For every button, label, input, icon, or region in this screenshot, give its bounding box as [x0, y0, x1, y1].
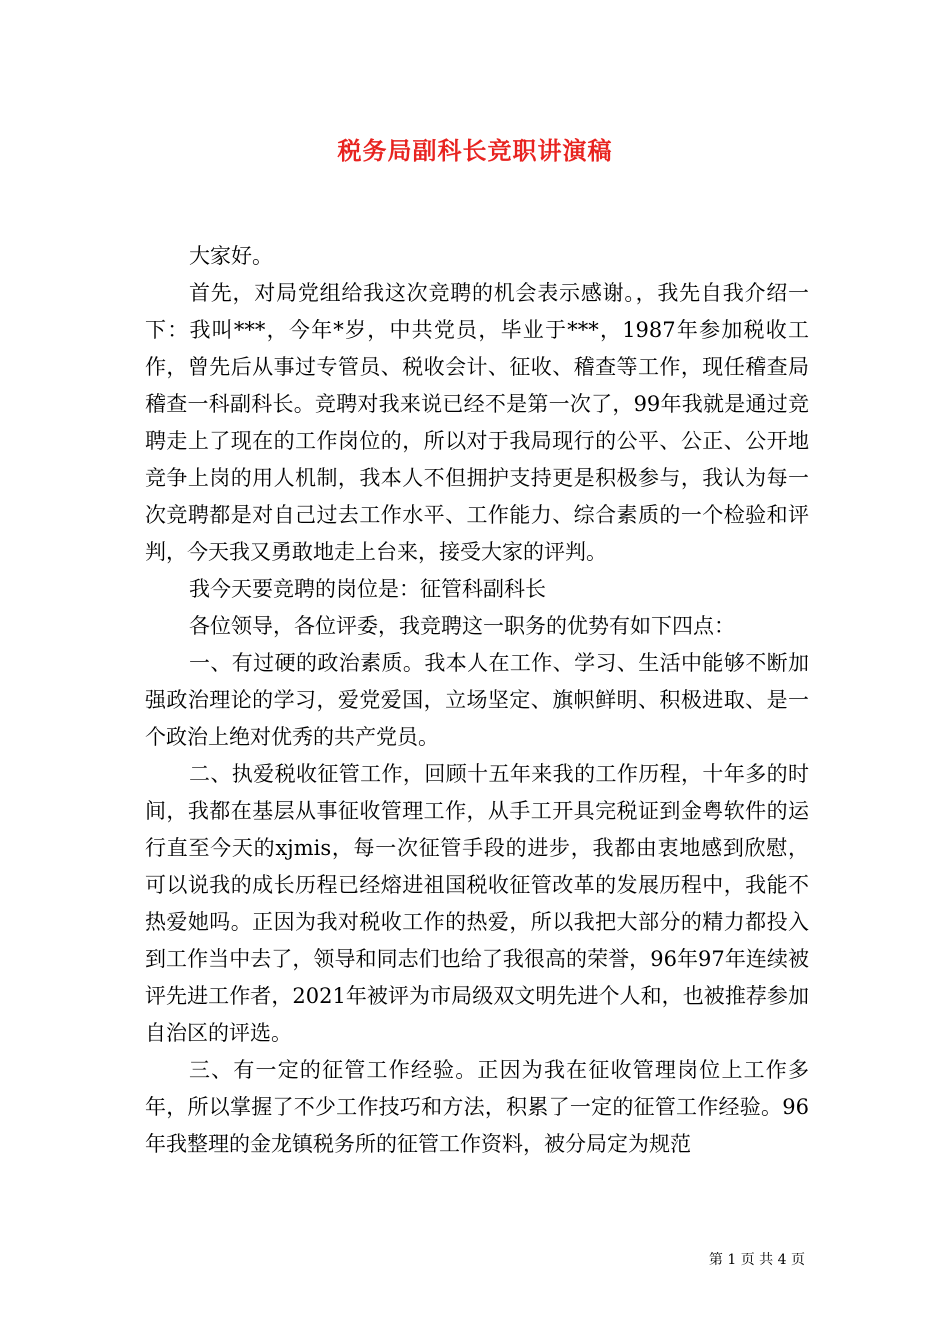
paragraph-advantages-intro: 各位领导，各位评委，我竞聘这一职务的优势有如下四点： [189, 614, 735, 638]
paragraph-advantage-3: 三、有一定的征管工作经验。正因为我在征收管理岗位上工作多年，所以掌握了不少工作技巧和方法，积累了一定的征管工作经验。96年我整理的金龙镇税务所的征管工作资料，被分局定为规范 [145, 1058, 809, 1156]
paragraph-position: 我今天要竞聘的岗位是：征管科副科长 [189, 577, 546, 601]
paragraph-advantage-1: 一、有过硬的政治素质。我本人在工作、学习、生活中能够不断加强政治理论的学习，爱党爱国，立场坚定、旗帜鲜明、积极进取、是一个政治上绝对优秀的共产党员。 [145, 651, 809, 749]
paragraph-advantage-2: 二、执爱税收征管工作，回顾十五年来我的工作历程，十年多的时间，我都在基层从事征收管理工作，从手工开具完税证到金粤软件的运行直至今天的xjmis，每一次征管手段的进步，我都由衷地感到欣慰，可以说我的成长历程已经熔进祖国税收征管改革的发展历程中，我能不热爱她吗。正因为我对税收工作的热爱，所以我把大部分的精力都投入到工作当中去了，领导和同志们也给了我很高的荣誉，96年97年连续被评先进工作者，2021年被评为市局级双文明先进个人和，也被推荐参加自治区的评选。 [145, 762, 809, 1045]
paragraph-introduction: 首先，对局党组给我这次竞聘的机会表示感谢。，我先自我介绍一下：我叫***，今年*岁，中共党员，毕业于***，1987年参加税收工作，曾先后从事过专管员、税收会计、征收、稽查等工作，现任稽查局稽查一科副科长。竞聘对我来说已经不是第一次了，99年我就是通过竞聘走上了现在的工作岗位的，所以对于我局现行的公平、公正、公开地竞争上岗的用人机制，我本人不但拥护支持更是积极参与，我认为每一次竞聘都是对自己过去工作水平、工作能力、综合素质的一个检验和评判，今天我又勇敢地走上台来，接受大家的评判。 [145, 281, 809, 564]
document-body [145, 238, 809, 1163]
document-title: 税务局副科长竞职讲演稿 [337, 136, 613, 165]
paragraph-greeting: 大家好。 [189, 244, 273, 268]
page-number-footer: 第 1 页 共 4 页 [708, 1252, 805, 1268]
